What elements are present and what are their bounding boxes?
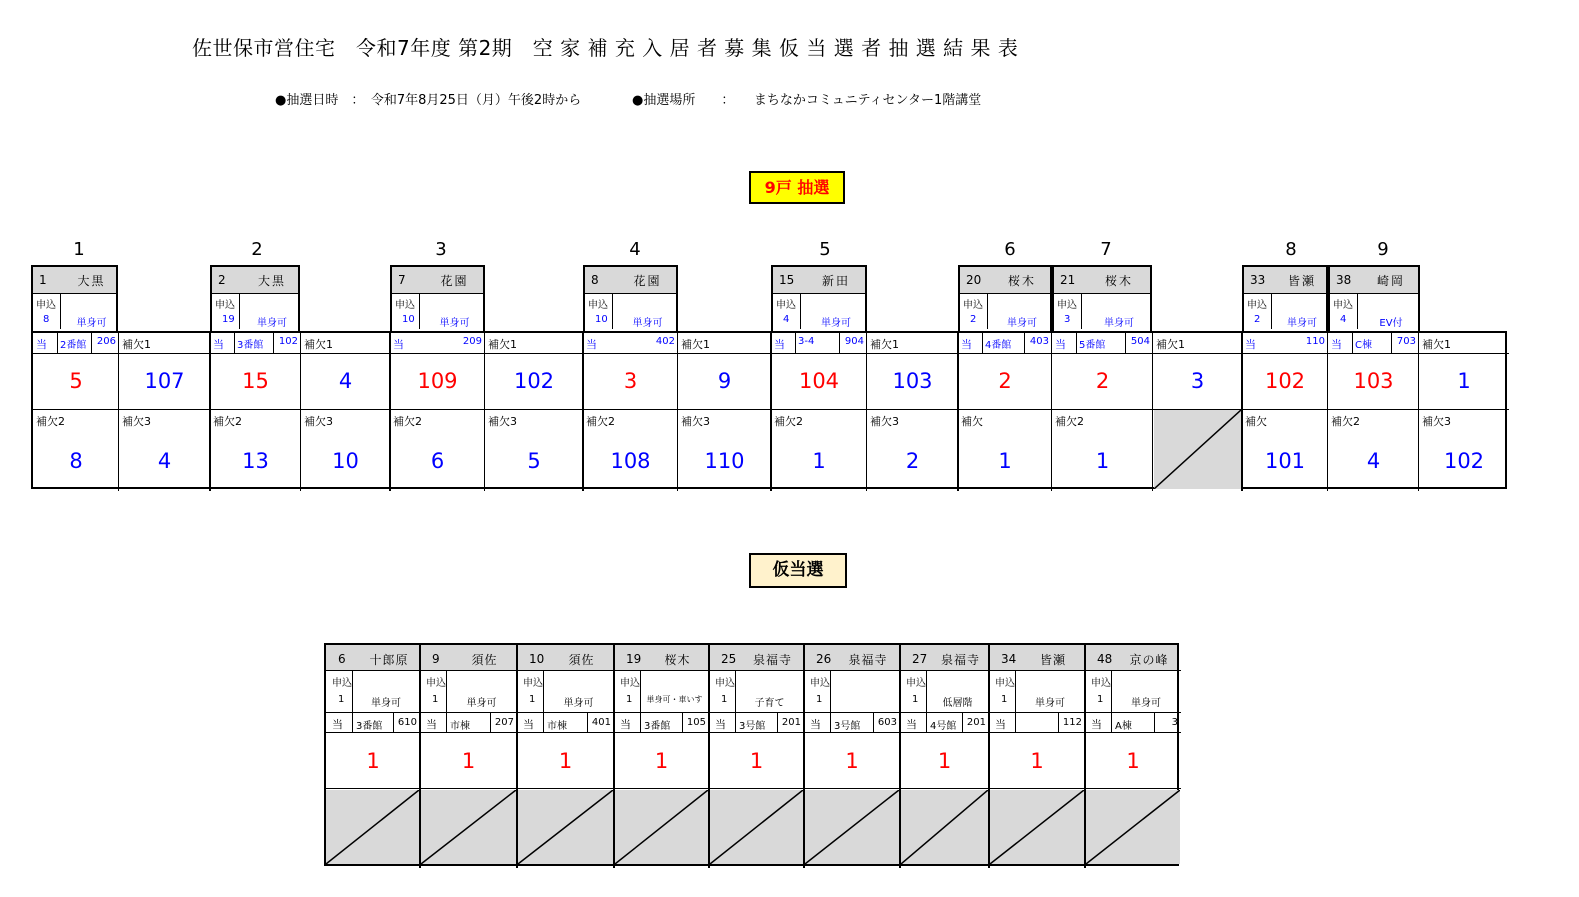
cell-divider <box>800 293 801 329</box>
unit-condition: 単身可 <box>371 698 401 709</box>
unit-name: 桜木 <box>664 653 691 667</box>
unit-number: 48 <box>1097 652 1113 666</box>
result-number: 3 <box>1190 369 1205 393</box>
result-number: 5 <box>527 449 541 473</box>
unit-number: 27 <box>912 652 928 666</box>
grid-line <box>735 713 736 733</box>
cell-label: 補欠2 <box>1331 415 1360 428</box>
grid-line <box>830 671 831 713</box>
cell-divider <box>239 293 240 329</box>
result-number: 1 <box>366 749 380 773</box>
unit-number: 6 <box>338 652 346 666</box>
cell-label: 補欠3 <box>681 415 710 428</box>
unit-number: 21 <box>1060 273 1076 287</box>
apply-count: 1 <box>1001 694 1008 705</box>
result-number: 10 <box>332 449 359 473</box>
cell-divider <box>60 293 61 329</box>
result-number: 9 <box>717 369 732 393</box>
unit-apply-row <box>585 293 676 329</box>
result-number: 13 <box>242 449 269 473</box>
grid-line <box>830 713 831 733</box>
apply-label: 申込 <box>715 678 735 689</box>
building-name: 2番館 <box>60 340 87 351</box>
unit-number: 33 <box>1250 273 1266 287</box>
cell-label: 補欠1 <box>122 338 151 351</box>
apply-count: 4 <box>1340 314 1347 325</box>
lottery-place: ●抽選場所 ： まちなかコミュニティセンター1階講堂 <box>632 93 982 108</box>
apply-count: 4 <box>783 314 790 325</box>
building-name: A棟 <box>1115 721 1132 732</box>
unit-title-row <box>212 267 298 294</box>
room-number: 703 <box>1396 336 1416 347</box>
room-number: 206 <box>96 336 116 347</box>
cell-label: 当 <box>1055 338 1066 351</box>
unit-condition: 単身可 <box>1104 318 1134 329</box>
cell-label: 補欠1 <box>1422 338 1451 351</box>
unit-header <box>1242 265 1328 333</box>
apply-label: 申込 <box>1333 300 1353 311</box>
lottery-datetime: ●抽選日時 ： 令和7年8月25日（月）午後2時から <box>275 93 582 108</box>
unit-name: 新田 <box>821 274 850 288</box>
result-number: 4 <box>338 369 353 393</box>
column-number: 8 <box>1285 239 1297 260</box>
grid-line <box>795 333 796 353</box>
unit-condition: 単身可 <box>439 318 470 329</box>
cell-divider <box>987 293 988 329</box>
empty-cell-shade <box>615 790 708 864</box>
unit-name: 皆瀬 <box>1039 653 1066 667</box>
lottery-section-label: 9戸 抽選 <box>749 171 845 204</box>
win-label: 当 <box>523 718 534 731</box>
unit-header <box>210 265 300 333</box>
unit-number: 10 <box>529 652 545 666</box>
win-label: 当 <box>715 718 726 731</box>
unit-name: 桜木 <box>1007 274 1036 288</box>
cell-label: 補欠2 <box>213 415 242 428</box>
grid-line <box>543 713 544 733</box>
unit-title-row <box>585 267 676 294</box>
unit-name: 大黒 <box>257 274 286 288</box>
cell-divider <box>1271 293 1272 329</box>
unit-header <box>583 265 678 333</box>
unit-name: 須佐 <box>471 653 498 667</box>
cell-label: 当 <box>213 338 224 351</box>
apply-count: 1 <box>529 694 536 705</box>
result-number: 1 <box>812 449 826 473</box>
empty-cell-shade <box>990 790 1084 864</box>
unit-apply-row <box>960 293 1050 329</box>
result-number: 2 <box>998 369 1012 393</box>
room-number: 201 <box>781 717 801 728</box>
empty-cell-shade <box>1086 790 1180 864</box>
apply-label: 申込 <box>810 678 830 689</box>
unit-name: 皆瀬 <box>1287 274 1316 288</box>
result-number: 8 <box>69 449 83 473</box>
room-number: 112 <box>1062 717 1082 728</box>
apply-count: 1 <box>816 694 823 705</box>
apply-count: 1 <box>626 694 633 705</box>
unit-title-row <box>1244 267 1326 294</box>
unit-name: 花園 <box>440 274 469 288</box>
grid-line <box>326 788 1181 789</box>
apply-label: 申込 <box>1091 678 1111 689</box>
grid-line <box>982 333 983 353</box>
building-name: C棟 <box>1355 340 1372 351</box>
apply-label: 申込 <box>36 300 56 311</box>
building-name: 5番館 <box>1079 340 1106 351</box>
win-label: 当 <box>995 718 1006 731</box>
apply-count: 1 <box>338 694 345 705</box>
win-label: 当 <box>810 718 821 731</box>
apply-label: 申込 <box>588 300 608 311</box>
cell-label: 補欠2 <box>36 415 65 428</box>
grid-line <box>640 671 641 713</box>
room-number: 110 <box>1305 336 1325 347</box>
unit-title-row <box>1330 267 1418 294</box>
building-name: 3-4 <box>798 336 815 347</box>
cell-divider <box>1357 293 1358 329</box>
apply-count: 2 <box>1254 314 1261 325</box>
result-number: 107 <box>144 369 185 393</box>
grid-line <box>926 671 927 713</box>
unit-condition: 単身可・車いす <box>646 695 703 704</box>
result-number: 1 <box>461 749 476 773</box>
unit-condition: 単身可 <box>1007 318 1037 329</box>
unit-condition: 単身可 <box>563 698 594 709</box>
result-number: 101 <box>1264 449 1306 473</box>
unit-name: 桜木 <box>1104 274 1133 288</box>
empty-cell-shade <box>1154 410 1241 489</box>
result-number: 104 <box>798 369 840 393</box>
cell-label: 当 <box>961 338 972 351</box>
result-number: 1 <box>998 449 1012 473</box>
cell-label: 当 <box>36 338 47 351</box>
unit-header <box>1052 265 1152 333</box>
result-number: 102 <box>1264 369 1306 393</box>
unit-name: 泉福寺 <box>752 653 792 667</box>
building-name: 市棟 <box>547 721 567 732</box>
unit-condition: 単身可 <box>466 698 497 709</box>
cell-label: 補欠3 <box>122 415 151 428</box>
room-number: 105 <box>686 717 706 728</box>
result-number: 1 <box>749 749 764 773</box>
empty-cell-shade <box>710 790 803 864</box>
unit-title-row <box>33 267 116 294</box>
apply-label: 申込 <box>906 678 926 689</box>
unit-number: 15 <box>779 273 795 287</box>
apply-count: 1 <box>721 694 728 705</box>
unit-header <box>31 265 118 333</box>
result-number: 1 <box>1126 749 1140 773</box>
grid-line <box>926 713 927 733</box>
apply-count: 8 <box>43 314 50 325</box>
room-number: 207 <box>494 717 514 728</box>
result-number: 6 <box>430 449 445 473</box>
unit-header <box>1328 265 1420 333</box>
cell-label: 補欠3 <box>870 415 899 428</box>
cell-label: 補欠1 <box>304 338 333 351</box>
grid-line <box>326 712 1181 713</box>
column-number: 1 <box>73 239 85 260</box>
empty-cell-shade <box>901 790 988 864</box>
apply-count: 10 <box>402 314 415 325</box>
column-number: 7 <box>1100 239 1112 260</box>
room-number: 904 <box>844 336 864 347</box>
result-number: 2 <box>905 449 920 473</box>
unit-condition: EV付 <box>1379 318 1403 329</box>
cell-label: 補欠1 <box>681 338 710 351</box>
cell-label: 当 <box>393 338 404 351</box>
result-number: 1 <box>654 749 669 773</box>
unit-title-row <box>960 267 1050 294</box>
cell-divider <box>1081 293 1082 329</box>
unit-title-row <box>392 267 483 294</box>
result-number: 1 <box>937 749 952 773</box>
unit-number: 8 <box>591 273 599 287</box>
apply-count: 19 <box>222 314 235 325</box>
win-label: 当 <box>426 718 437 731</box>
win-label: 当 <box>906 718 917 731</box>
unit-name: 十郎原 <box>369 653 409 667</box>
unit-apply-row <box>1330 293 1418 329</box>
cell-label: 当 <box>1331 338 1342 351</box>
result-number: 3 <box>623 369 638 393</box>
unit-name: 花園 <box>633 274 662 288</box>
unit-name: 崎岡 <box>1376 274 1405 288</box>
cell-label: 補欠1 <box>870 338 899 351</box>
unit-condition: 単身可 <box>1131 698 1161 709</box>
room-number: 504 <box>1130 336 1150 347</box>
grid-line <box>1015 671 1016 713</box>
unit-condition: 低層階 <box>942 698 973 709</box>
empty-cell-shade <box>518 790 613 864</box>
result-number: 103 <box>892 369 933 393</box>
result-number: 4 <box>1366 449 1381 473</box>
building-name: 3番館 <box>237 340 264 351</box>
building-name: 3番館 <box>644 721 671 732</box>
room-number: 402 <box>655 336 675 347</box>
result-number: 102 <box>513 369 555 393</box>
unit-number: 2 <box>218 273 226 287</box>
cell-label: 補欠1 <box>1156 338 1185 351</box>
grid-line <box>326 670 1181 671</box>
grid-line <box>352 713 353 733</box>
cell-label: 当 <box>1245 338 1256 351</box>
cell-label: 当 <box>586 338 597 351</box>
grid-line <box>352 671 353 713</box>
column-number: 4 <box>629 239 641 260</box>
unit-name: 須佐 <box>568 653 595 667</box>
unit-name: 京の峰 <box>1129 653 1169 667</box>
apply-label: 申込 <box>523 678 543 689</box>
cell-label: 補欠2 <box>393 415 422 428</box>
unit-title-row <box>1054 267 1150 294</box>
room-number: 401 <box>591 717 611 728</box>
building-name: 4番館 <box>985 340 1012 351</box>
unit-condition: 単身可 <box>1287 318 1317 329</box>
unit-apply-row <box>212 293 298 329</box>
grid-line <box>57 333 58 353</box>
cell-label: 補欠3 <box>304 415 333 428</box>
apply-label: 申込 <box>1057 300 1077 311</box>
unit-condition: 単身可 <box>257 318 287 329</box>
unit-header <box>958 265 1052 333</box>
apply-label: 申込 <box>426 678 446 689</box>
unit-header <box>390 265 485 333</box>
result-number: 102 <box>1443 449 1485 473</box>
unit-number: 19 <box>626 652 642 666</box>
unit-number: 7 <box>398 273 406 287</box>
grid-line <box>446 713 447 733</box>
unit-condition: 単身可 <box>76 318 107 329</box>
unit-number: 34 <box>1001 652 1017 666</box>
room-number: 102 <box>278 336 298 347</box>
unit-condition: 単身可 <box>821 318 851 329</box>
unit-number: 26 <box>816 652 832 666</box>
building-name: 3号館 <box>834 721 861 732</box>
unit-apply-row <box>1054 293 1150 329</box>
apply-label: 申込 <box>1247 300 1267 311</box>
unit-apply-row <box>1244 293 1326 329</box>
result-number: 108 <box>610 449 651 473</box>
grid-line <box>1076 333 1077 353</box>
result-number: 2 <box>1095 369 1110 393</box>
cell-label: 補欠 <box>961 415 983 428</box>
provisional-result-table <box>324 643 1179 866</box>
result-number: 1 <box>845 749 859 773</box>
cell-label: 補欠2 <box>1055 415 1084 428</box>
unit-condition: 子育て <box>754 698 785 709</box>
apply-label: 申込 <box>776 300 796 311</box>
building-name: 市棟 <box>450 721 470 732</box>
win-label: 当 <box>620 718 631 731</box>
unit-apply-row <box>33 293 116 329</box>
provisional-section-label: 仮当選 <box>749 553 847 588</box>
result-number: 5 <box>69 369 83 393</box>
apply-label: 申込 <box>620 678 640 689</box>
result-number: 4 <box>157 449 172 473</box>
page-title: 佐世保市営住宅 令和7年度 第2期 空 家 補 充 入 居 者 募 集 仮 当 選 者 抽 選 結 果 表 <box>192 36 1019 60</box>
column-number: 9 <box>1377 239 1389 260</box>
cell-label: 補欠3 <box>1422 415 1451 428</box>
cell-label: 補欠1 <box>488 338 517 351</box>
column-number: 3 <box>435 239 447 260</box>
result-number: 1 <box>558 749 573 773</box>
result-number: 1 <box>1095 449 1110 473</box>
cell-label: 補欠2 <box>586 415 615 428</box>
result-number: 1 <box>1457 369 1471 393</box>
unit-number: 20 <box>966 273 982 287</box>
apply-label: 申込 <box>963 300 983 311</box>
unit-number: 38 <box>1336 273 1352 287</box>
room-number: 3 <box>1171 717 1178 728</box>
column-number: 5 <box>819 239 831 260</box>
grid-line <box>543 671 544 713</box>
apply-label: 申込 <box>215 300 235 311</box>
unit-name: 大黒 <box>77 274 106 288</box>
unit-number: 1 <box>39 273 47 287</box>
result-number: 103 <box>1353 369 1394 393</box>
column-number: 6 <box>1004 239 1016 260</box>
result-number: 110 <box>704 449 745 473</box>
apply-label: 申込 <box>395 300 415 311</box>
empty-cell-shade <box>326 790 419 864</box>
unit-name: 泉福寺 <box>940 653 980 667</box>
grid-line <box>735 671 736 713</box>
result-number: 15 <box>242 369 269 393</box>
apply-label: 申込 <box>995 678 1015 689</box>
unit-title-row <box>773 267 865 294</box>
room-number: 610 <box>397 717 417 728</box>
room-number: 201 <box>966 717 986 728</box>
cell-label: 補欠2 <box>774 415 803 428</box>
apply-label: 申込 <box>332 678 352 689</box>
unit-apply-row <box>392 293 483 329</box>
building-name: 3番館 <box>356 721 383 732</box>
grid-line <box>1352 333 1353 353</box>
empty-cell-shade <box>805 790 899 864</box>
room-number: 209 <box>462 336 482 347</box>
apply-count: 10 <box>595 314 608 325</box>
cell-label: 補欠3 <box>488 415 517 428</box>
room-number: 403 <box>1029 336 1049 347</box>
unit-apply-row <box>773 293 865 329</box>
apply-count: 1 <box>432 694 439 705</box>
column-number: 2 <box>251 239 263 260</box>
apply-count: 2 <box>970 314 977 325</box>
cell-divider <box>612 293 613 329</box>
cell-label: 補欠 <box>1245 415 1267 428</box>
apply-count: 1 <box>912 694 919 705</box>
grid-line <box>446 671 447 713</box>
cell-divider <box>419 293 420 329</box>
apply-count: 1 <box>1097 694 1104 705</box>
win-label: 当 <box>332 718 343 731</box>
unit-number: 25 <box>721 652 737 666</box>
unit-condition: 単身可 <box>1035 698 1065 709</box>
unit-number: 9 <box>432 652 440 666</box>
unit-condition: 単身可 <box>632 318 663 329</box>
building-name: 4号館 <box>930 721 957 732</box>
empty-cell-shade <box>421 790 516 864</box>
unit-header <box>771 265 867 333</box>
grid-line <box>1111 671 1112 713</box>
result-number: 109 <box>417 369 458 393</box>
unit-name: 泉福寺 <box>848 653 888 667</box>
grid-line <box>1015 713 1016 733</box>
grid-line <box>234 333 235 353</box>
cell-label: 当 <box>774 338 785 351</box>
apply-count: 3 <box>1064 314 1071 325</box>
building-name: 3号館 <box>739 721 766 732</box>
result-number: 1 <box>1030 749 1044 773</box>
lottery-grid <box>31 331 1507 489</box>
grid-line <box>640 713 641 733</box>
room-number: 603 <box>877 717 897 728</box>
grid-line <box>1111 713 1112 733</box>
win-label: 当 <box>1091 718 1102 731</box>
grid-line <box>326 732 1181 733</box>
